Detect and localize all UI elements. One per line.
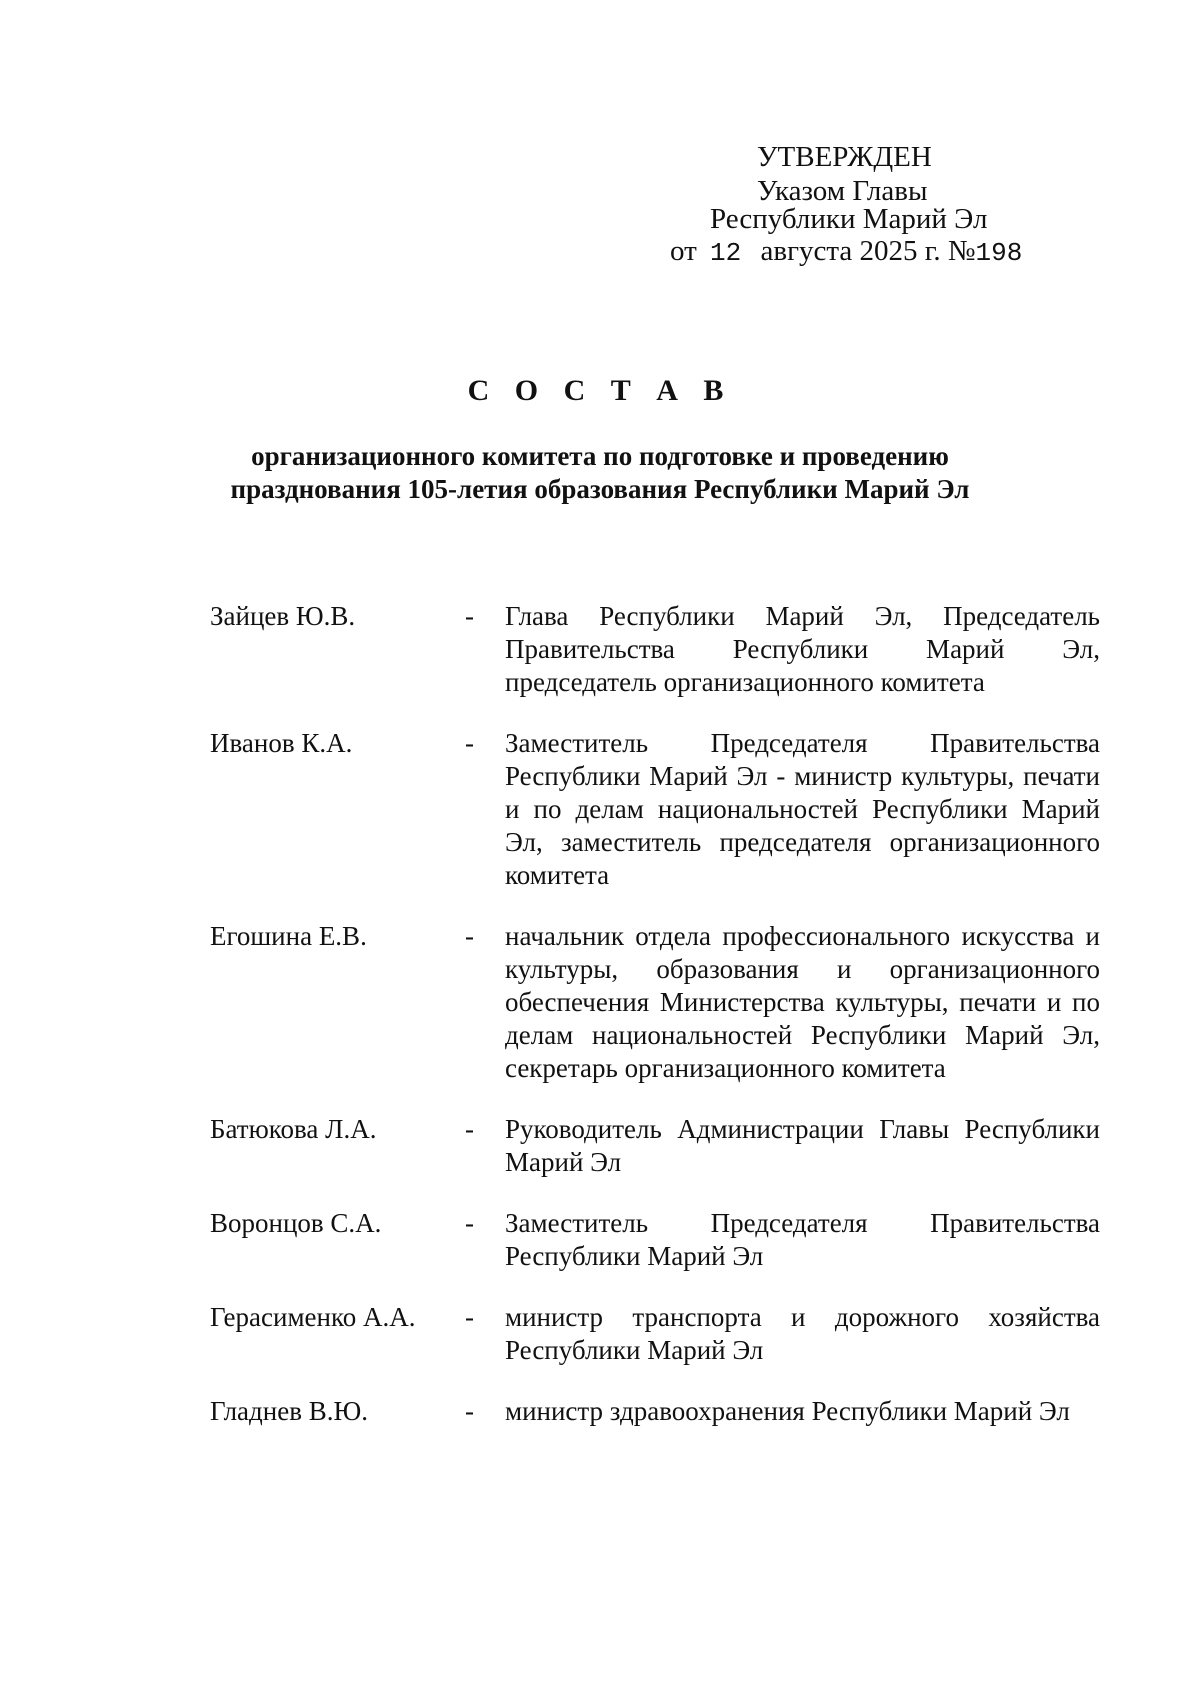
member-row: [210, 920, 1100, 1085]
member-role: начальник отдела профессионального искусства и культуры, образования и организационного обеспечения Министерства культуры, печати и по делам национальностей Республики Марий Эл, секретарь организационного комитета: [505, 921, 1100, 1083]
document-subtitle: организационного комитета по подготовке и проведению празднования 105-летия образования Республики Марий Эл: [230, 441, 970, 504]
approval-republic-line: Республики Марий Эл: [710, 203, 988, 235]
approval-date-line: [670, 236, 1022, 269]
member-dash: -: [465, 921, 474, 951]
date-rest: августа 2025 г. №: [760, 235, 976, 267]
member-name: Гладнев В.Ю.: [210, 1396, 368, 1426]
member-name: Егошина Е.В.: [210, 921, 367, 951]
member-dash: -: [465, 1396, 474, 1426]
member-name: Герасименко А.А.: [210, 1302, 416, 1332]
date-day: 12: [710, 238, 742, 268]
member-role: Глава Республики Марий Эл, Председатель Правительства Республики Марий Эл, председатель организационного комитета: [505, 601, 1100, 697]
member-row: [210, 1113, 1100, 1179]
approval-heading: УТВЕРЖДЕН: [757, 141, 932, 173]
document-title: С О С Т А В: [467, 374, 733, 407]
member-role: министр здравоохранения Республики Марий Эл: [505, 1396, 1070, 1426]
members-list: [210, 600, 1100, 1428]
member-dash: -: [465, 1114, 474, 1144]
member-dash: -: [465, 1302, 474, 1332]
date-prefix: от: [670, 235, 697, 267]
member-name: Батюкова Л.А.: [210, 1114, 377, 1144]
member-row: [210, 1301, 1100, 1367]
member-dash: -: [465, 1208, 474, 1238]
member-name: Воронцов С.А.: [210, 1208, 382, 1238]
member-row: [210, 1395, 1100, 1428]
member-row: [210, 1207, 1100, 1273]
member-role: Заместитель Председателя Правительства Республики Марий Эл: [505, 1208, 1100, 1271]
member-role: Руководитель Администрации Главы Республики Марий Эл: [505, 1114, 1100, 1177]
member-name: Иванов К.А.: [210, 728, 353, 758]
member-row: [210, 727, 1100, 892]
member-dash: -: [465, 728, 474, 758]
member-row: [210, 600, 1100, 699]
member-dash: -: [465, 601, 474, 631]
member-name: Зайцев Ю.В.: [210, 601, 356, 631]
member-role: министр транспорта и дорожного хозяйства Республики Марий Эл: [505, 1302, 1100, 1365]
decree-number: 198: [975, 238, 1023, 268]
approval-decree-line: Указом Главы: [757, 175, 928, 207]
member-role: Заместитель Председателя Правительства Республики Марий Эл - министр культуры, печати и по делам национальностей Республики Марий Эл, заместитель председателя организационного комитета: [505, 728, 1100, 890]
